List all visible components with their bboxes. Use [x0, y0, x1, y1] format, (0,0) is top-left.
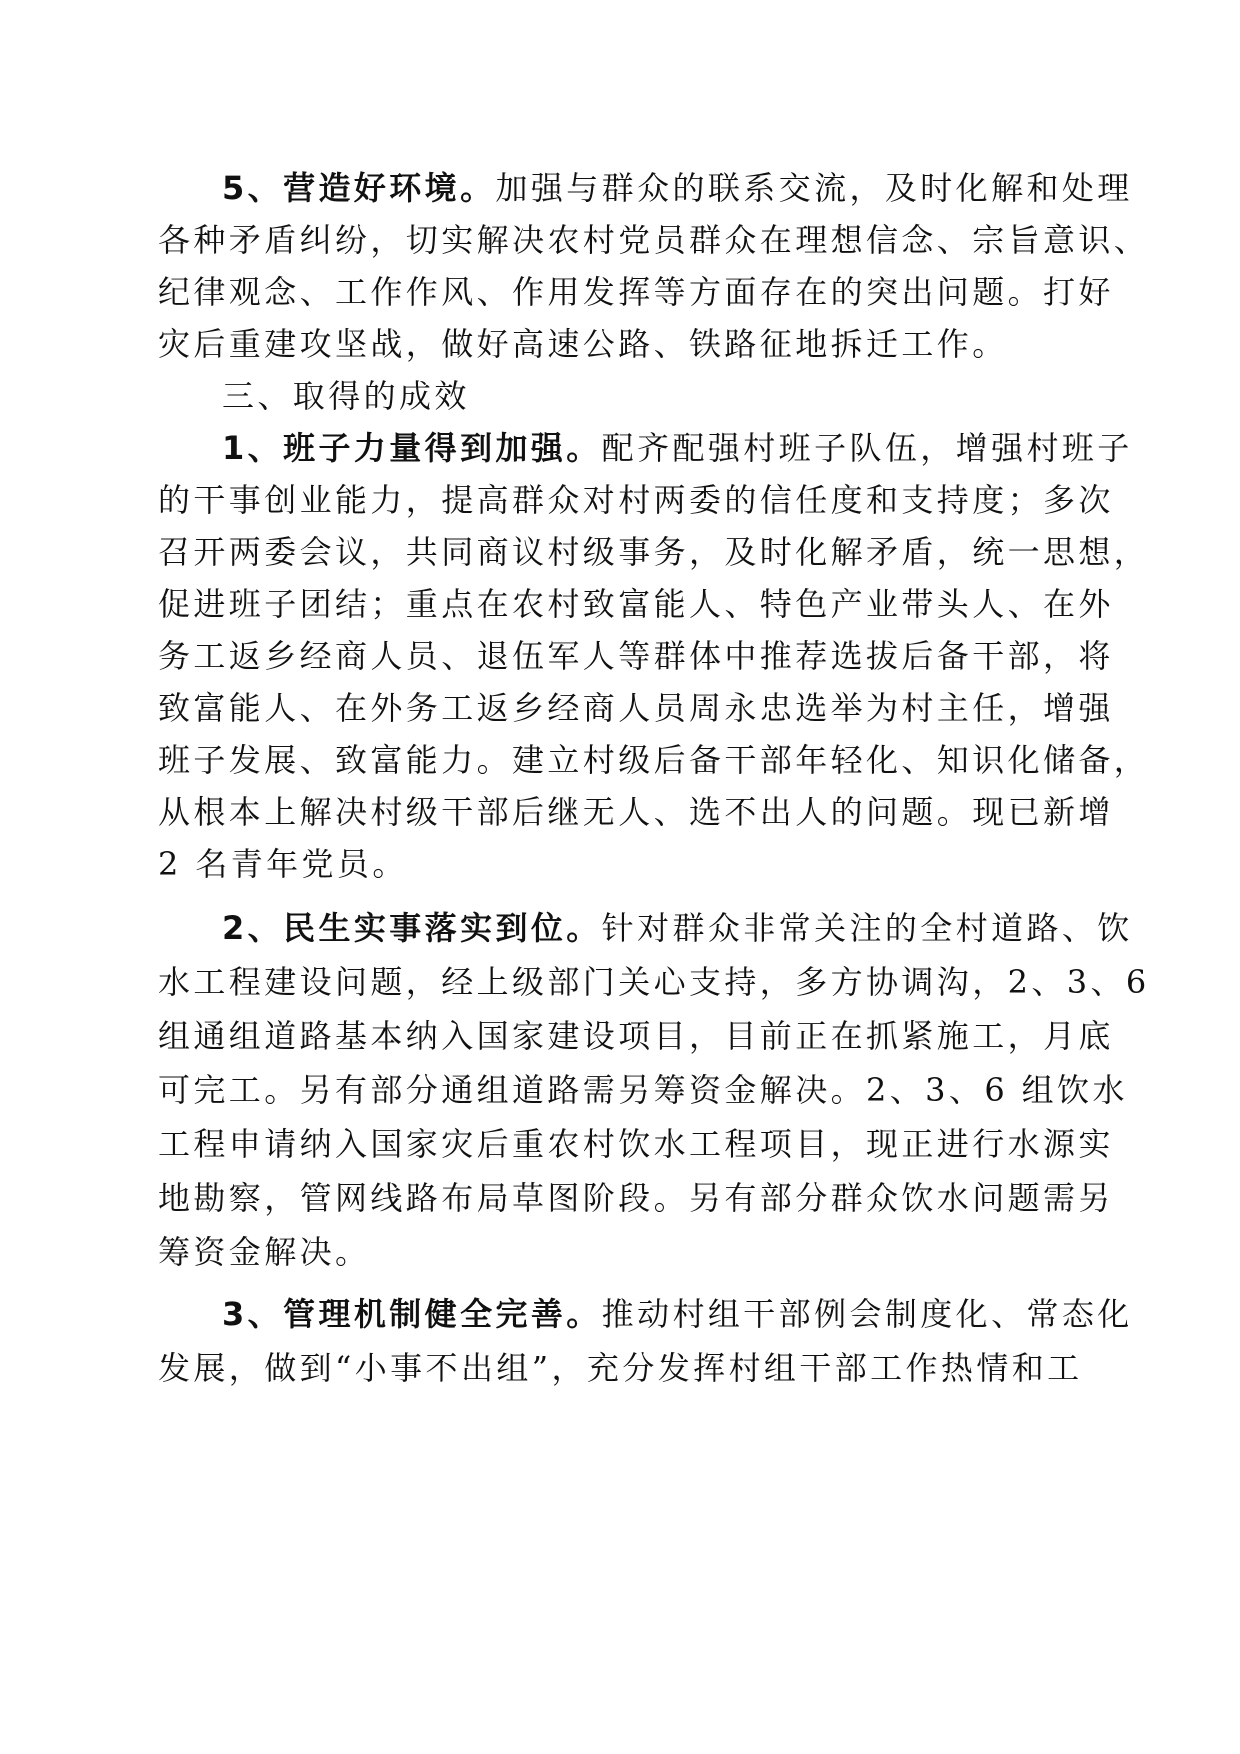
- paragraph-line: 纪律观念、工作作风、作用发挥等方面存在的突出问题。打好: [158, 273, 1114, 311]
- paragraph-line: 可完工。另有部分通组道路需另筹资金解决。2、3、6 组饮水: [158, 1071, 1128, 1109]
- paragraph-line: [158, 166, 1133, 210]
- paragraph-text: 配齐配强村班子队伍，增强村班子: [601, 429, 1133, 467]
- paragraph-text: 加强与群众的联系交流，及时化解和处理: [495, 169, 1133, 207]
- paragraph-line: 2 名青年党员。: [158, 845, 408, 883]
- paragraph-heading: 1、班子力量得到加强。: [222, 429, 602, 467]
- paragraph-line: 筹资金解决。: [158, 1233, 371, 1271]
- paragraph-line: 致富能人、在外务工返乡经商人员周永忠选举为村主任，增强: [158, 689, 1114, 727]
- paragraph-heading: 2、民生实事落实到位。: [222, 909, 602, 947]
- paragraph-line: 促进班子团结；重点在农村致富能人、特色产业带头人、在外: [158, 585, 1114, 623]
- paragraph-line: 工程申请纳入国家灾后重农村饮水工程项目，现正进行水源实: [158, 1125, 1114, 1163]
- paragraph-heading: 5、营造好环境。: [222, 169, 496, 207]
- paragraph-line: 召开两委会议，共同商议村级事务，及时化解矛盾，统一思想，: [158, 533, 1150, 571]
- paragraph-line: 班子发展、致富能力。建立村级后备干部年轻化、知识化储备，: [158, 741, 1150, 779]
- paragraph-line: 组通组道路基本纳入国家建设项目，目前正在抓紧施工，月底: [158, 1017, 1114, 1055]
- paragraph-line: [158, 906, 1133, 950]
- paragraph-text: 推动村组干部例会制度化、常态化: [601, 1295, 1133, 1333]
- paragraph-text: 针对群众非常关注的全村道路、饮: [601, 909, 1133, 947]
- paragraph-line: 的干事创业能力，提高群众对村两委的信任度和支持度；多次: [158, 481, 1114, 519]
- paragraph-line: [158, 426, 1133, 470]
- paragraph-line: 各种矛盾纠纷，切实解决农村党员群众在理想信念、宗旨意识、: [158, 221, 1150, 259]
- paragraph-line: 地勘察，管网线路布局草图阶段。另有部分群众饮水问题需另: [158, 1179, 1114, 1217]
- section-title-line: [158, 374, 1082, 418]
- paragraph-line: 水工程建设问题，经上级部门关心支持，多方协调沟，2、3、6: [158, 963, 1150, 1001]
- paragraph-heading: 3、管理机制健全完善。: [222, 1295, 602, 1333]
- section-title: 三、取得的成效: [222, 377, 470, 415]
- paragraph-line: 务工返乡经商人员、退伍军人等群体中推荐选拔后备干部，将: [158, 637, 1114, 675]
- paragraph-line: 发展，做到“小事不出组”，充分发挥村组干部工作热情和工: [158, 1349, 1083, 1387]
- paragraph-line: [158, 1292, 1133, 1336]
- paragraph-line: 灾后重建攻坚战，做好高速公路、铁路征地拆迁工作。: [158, 325, 1008, 363]
- paragraph-line: 从根本上解决村级干部后继无人、选不出人的问题。现已新增: [158, 793, 1114, 831]
